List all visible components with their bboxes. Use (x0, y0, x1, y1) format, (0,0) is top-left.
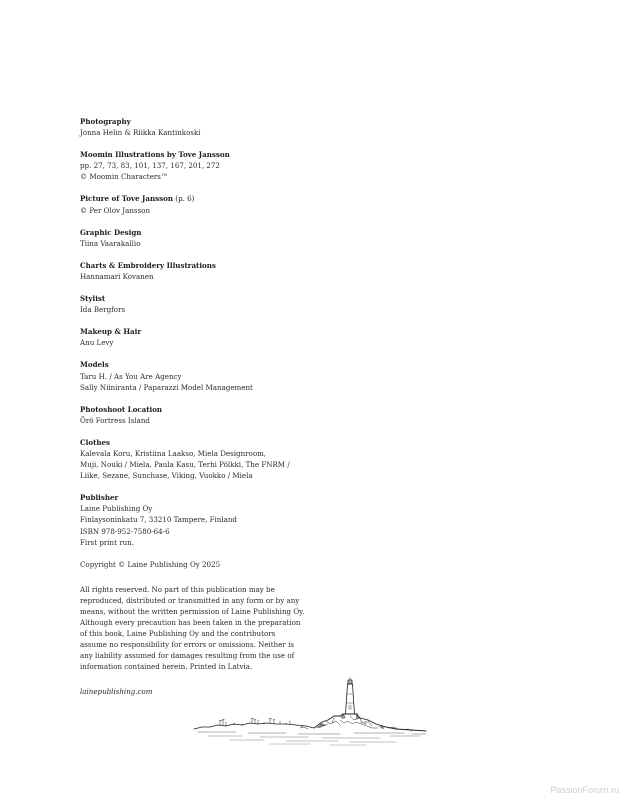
credit-heading: Photography (80, 117, 131, 126)
rights-line: any liability assumed for damages resulting from the use of (80, 651, 295, 661)
credit-models (80, 359, 320, 392)
credit-charts-embroidery (80, 260, 320, 282)
credit-clothes (80, 437, 320, 481)
credit-line: Sally Niiniranta / Paparazzi Model Management (80, 382, 253, 392)
credit-line: © Moomin Characters™ (80, 172, 168, 182)
rights-line: means, without the written permission of Laine Publishing Oy. (80, 607, 305, 616)
credit-photoshoot-location (80, 404, 320, 426)
credit-line: Ida Bergfors (80, 305, 126, 315)
credit-makeup-hair (80, 326, 320, 348)
credit-picture-of-tove (80, 193, 320, 215)
credit-heading: Makeup & Hair (80, 327, 142, 337)
credit-publisher (80, 492, 320, 547)
rights-line: All rights reserved. No part of this publication may be (80, 584, 275, 594)
credit-heading: Models (80, 360, 109, 370)
rights-line: Although every precaution has been taken in the preparation (80, 618, 301, 628)
credit-line: Hannamari Kovanen (80, 271, 154, 281)
credit-heading-text: Picture of Tove Jansson (80, 194, 174, 204)
rights-line: information contained herein. Printed in Latvia. (80, 662, 253, 672)
credit-line: Taru H. / As You Are Agency (80, 371, 182, 381)
credit-line: Anu Levy (80, 338, 114, 348)
rights-statement (80, 584, 320, 673)
credit-line: © Per Olov Jansson (80, 205, 151, 215)
lighthouse-island-icon (190, 676, 430, 748)
credit-heading: Photoshoot Location (80, 404, 163, 414)
credit-line: Laine Publishing Oy (80, 504, 153, 514)
credit-line: Tiina Vaarakallio (80, 238, 141, 248)
rights-line: assume no responsibility for errors or omissions. Neither is (80, 640, 294, 650)
credit-heading: Moomin Illustrations by Tove Jansson (80, 150, 230, 160)
credit-heading: Graphic Design (80, 227, 142, 237)
credit-photography (80, 116, 320, 138)
credit-line: First print run. (80, 537, 134, 547)
rights-line: reproduced, distributed or transmitted in any form or by any (80, 595, 300, 605)
credit-heading: Publisher (80, 493, 119, 503)
credit-heading (80, 193, 320, 204)
watermark: PassionForum.ru (550, 785, 619, 795)
credit-graphic-design (80, 227, 320, 249)
credit-heading: Stylist (80, 294, 106, 304)
credit-line: Kalevala Koru, Kristiina Laakso, Miela Designroom, (80, 448, 267, 458)
credit-stylist (80, 293, 320, 315)
copyright-notice: Copyright © Laine Publishing Oy 2025 (80, 559, 221, 569)
colophon (80, 116, 320, 697)
credit-line: Örö Fortress Island (80, 415, 150, 425)
credit-line: Jonna Helin & Riikka Kantinkoski (80, 128, 201, 138)
credit-heading-note: (p. 6) (173, 194, 195, 204)
credit-line: ISBN 978-952-7580-64-6 (80, 526, 170, 536)
credit-line: Muji, Nouki / Miela, Paula Kasu, Terhi Pölkki, The FNRM / (80, 460, 290, 470)
credit-line: Finlaysoninkatu 7, 33210 Tampere, Finland (80, 515, 237, 525)
credit-line: Liike, Sezane, Sunchase, Viking, Vuokko / Miela (80, 471, 253, 481)
credit-line: pp. 27, 73, 83, 101, 137, 167, 201, 272 (80, 161, 220, 171)
credit-heading: Charts & Embroidery Illustrations (80, 260, 216, 270)
credit-moomin-illustrations (80, 149, 320, 182)
rights-line: of this book, Laine Publishing Oy and the contributors (80, 629, 276, 639)
publisher-website[interactable]: lainepublishing.com (80, 686, 153, 696)
credit-heading: Clothes (80, 437, 111, 447)
